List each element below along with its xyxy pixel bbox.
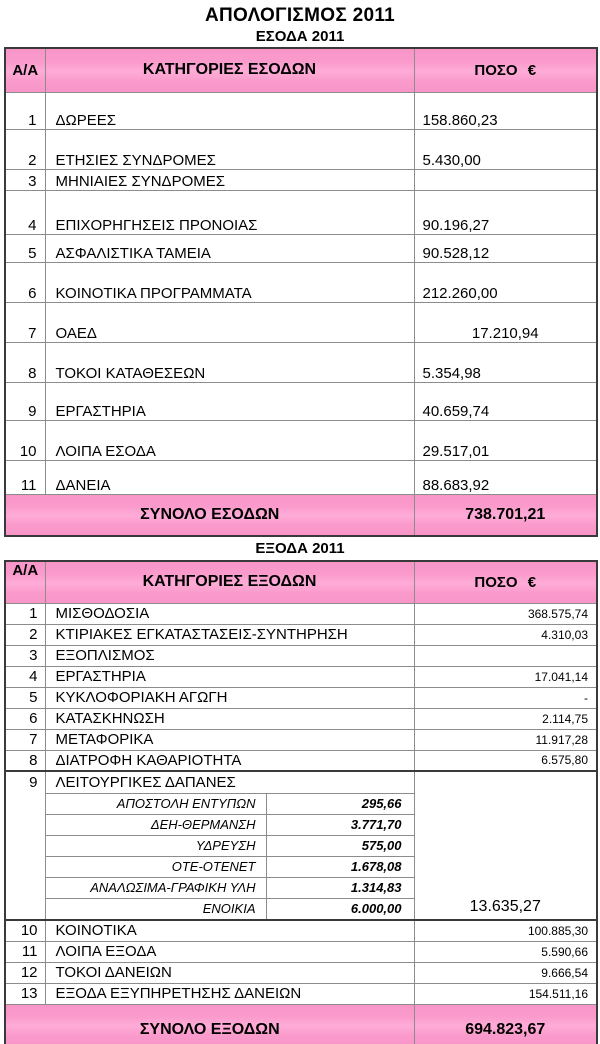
row-category: ΕΞΟΔΑ ΕΞΥΠΗΡΕΤΗΣΗΣ ΔΑΝΕΙΩΝ bbox=[45, 983, 414, 1004]
row-amount: 5.430,00 bbox=[414, 129, 597, 169]
row-amount bbox=[414, 169, 597, 190]
sub-item-label: ΔΕΗ-ΘΕΡΜΑΝΣΗ bbox=[45, 814, 266, 835]
row-amount: 100.885,30 bbox=[414, 920, 597, 941]
income-table bbox=[4, 47, 598, 537]
income-header-category: ΚΑΤΗΓΟΡΙΕΣ ΕΣΟΔΩΝ bbox=[45, 48, 414, 92]
expenses-header-category: ΚΑΤΗΓΟΡΙΕΣ ΕΞΟΔΩΝ bbox=[45, 561, 414, 603]
row-amount: 90.196,27 bbox=[414, 190, 597, 234]
expenses-header-amount: ΠΟΣΟ € bbox=[414, 561, 597, 603]
row-amount: 158.860,23 bbox=[414, 92, 597, 129]
expenses-header-num: Α/Α bbox=[5, 561, 45, 603]
row-amount: 212.260,00 bbox=[414, 262, 597, 302]
row-number: 1 bbox=[5, 603, 45, 624]
row-category: ΔΙΑΤΡΟΦΗ ΚΑΘΑΡΙΟΤΗΤΑ bbox=[45, 750, 414, 771]
row-category: ΚΤΙΡΙΑΚΕΣ ΕΓΚΑΤΑΣΤΑΣΕΙΣ-ΣΥΝΤΗΡΗΣΗ bbox=[45, 624, 414, 645]
sub-item-label: ΟΤΕ-ΟΤΕΝΕΤ bbox=[45, 856, 266, 877]
table-row bbox=[5, 687, 597, 708]
row-number: 12 bbox=[5, 962, 45, 983]
sub-item-value: 1.314,83 bbox=[266, 877, 414, 898]
income-header-row bbox=[5, 48, 597, 92]
table-row bbox=[5, 460, 597, 494]
table-row bbox=[5, 190, 597, 234]
row-category: ΕΠΙΧΟΡΗΓΗΣΕΙΣ ΠΡΟΝΟΙΑΣ bbox=[45, 190, 414, 234]
table-row bbox=[5, 941, 597, 962]
sub-item-value: 295,66 bbox=[266, 793, 414, 814]
table-row bbox=[5, 342, 597, 382]
income-header-amount: ΠΟΣΟ € bbox=[414, 48, 597, 92]
table-row bbox=[5, 129, 597, 169]
row-number: 3 bbox=[5, 645, 45, 666]
income-total-row bbox=[5, 494, 597, 536]
row-amount: - bbox=[414, 687, 597, 708]
row-number: 13 bbox=[5, 983, 45, 1004]
sub-item-value: 1.678,08 bbox=[266, 856, 414, 877]
row-category: ΚΥΚΛΟΦΟΡΙΑΚΗ ΑΓΩΓΗ bbox=[45, 687, 414, 708]
expenses-total-label: ΣΥΝΟΛΟ ΕΞΟΔΩΝ bbox=[5, 1004, 414, 1044]
row-amount: 5.354,98 bbox=[414, 342, 597, 382]
table-row bbox=[5, 983, 597, 1004]
page-title: ΑΠΟΛΟΓΙΣΜΟΣ 2011 bbox=[204, 5, 396, 26]
row-amount: 154.511,16 bbox=[414, 983, 597, 1004]
expense-section-title: ΕΞΟΔΑ 2011 bbox=[255, 540, 345, 557]
table-row bbox=[5, 603, 597, 624]
table-row bbox=[5, 302, 597, 342]
row-amount: 5.590,66 bbox=[414, 941, 597, 962]
row-number: 10 bbox=[5, 420, 45, 460]
table-row bbox=[5, 708, 597, 729]
row-amount bbox=[414, 645, 597, 666]
row-category: ΚΟΙΝΟΤΙΚΑ ΠΡΟΓΡΑΜΜΑΤΑ bbox=[45, 262, 414, 302]
row-number: 7 bbox=[5, 729, 45, 750]
row-amount: 17.210,94 bbox=[414, 302, 597, 342]
row-number: 11 bbox=[5, 941, 45, 962]
row-amount: 4.310,03 bbox=[414, 624, 597, 645]
table-row bbox=[5, 382, 597, 420]
table-row bbox=[5, 750, 597, 771]
table-row bbox=[5, 962, 597, 983]
group-row-category: ΛΕΙΤΟΥΡΓΙΚΕΣ ΔΑΠΑΝΕΣ bbox=[45, 771, 414, 793]
row-number: 5 bbox=[5, 687, 45, 708]
row-category: ΟΑΕΔ bbox=[45, 302, 414, 342]
row-category: ΕΞΟΠΛΙΣΜΟΣ bbox=[45, 645, 414, 666]
table-row bbox=[5, 666, 597, 687]
row-number: 8 bbox=[5, 750, 45, 771]
row-category: ΜΗΝΙΑΙΕΣ ΣΥΝΔΡΟΜΕΣ bbox=[45, 169, 414, 190]
table-row bbox=[5, 420, 597, 460]
expenses-total-amount: 694.823,67 bbox=[414, 1004, 597, 1044]
sub-item-label: ΑΠΟΣΤΟΛΗ ΕΝΤΥΠΩΝ bbox=[45, 793, 266, 814]
row-category: ΛΟΙΠΑ ΕΣΟΔΑ bbox=[45, 420, 414, 460]
group-row-number: 9 bbox=[5, 771, 45, 920]
row-number: 2 bbox=[5, 624, 45, 645]
row-number: 2 bbox=[5, 129, 45, 169]
row-category: ΛΟΙΠΑ ΕΞΟΔΑ bbox=[45, 941, 414, 962]
expenses-table bbox=[4, 560, 598, 1044]
row-amount: 29.517,01 bbox=[414, 420, 597, 460]
row-category: ΚΟΙΝΟΤΙΚΑ bbox=[45, 920, 414, 941]
row-number: 3 bbox=[5, 169, 45, 190]
row-amount: 88.683,92 bbox=[414, 460, 597, 494]
row-number: 9 bbox=[5, 382, 45, 420]
sub-item-label: ΥΔΡΕΥΣΗ bbox=[45, 835, 266, 856]
sub-item-value: 575,00 bbox=[266, 835, 414, 856]
row-category: ΔΑΝΕΙΑ bbox=[45, 460, 414, 494]
table-row bbox=[5, 234, 597, 262]
row-number: 11 bbox=[5, 460, 45, 494]
row-category: ΕΡΓΑΣΤΗΡΙΑ bbox=[45, 382, 414, 420]
row-category: ΤΟΚΟΙ ΚΑΤΑΘΕΣΕΩΝ bbox=[45, 342, 414, 382]
row-category: ΤΟΚΟΙ ΔΑΝΕΙΩΝ bbox=[45, 962, 414, 983]
row-amount: 40.659,74 bbox=[414, 382, 597, 420]
row-category: ΜΙΣΘΟΔΟΣΙΑ bbox=[45, 603, 414, 624]
sub-item-label: ΑΝΑΛΩΣΙΜΑ-ΓΡΑΦΙΚΗ ΥΛΗ bbox=[45, 877, 266, 898]
row-number: 1 bbox=[5, 92, 45, 129]
row-number: 7 bbox=[5, 302, 45, 342]
row-amount: 11.917,28 bbox=[414, 729, 597, 750]
table-row bbox=[5, 169, 597, 190]
income-header-num: Α/Α bbox=[5, 48, 45, 92]
group-row bbox=[5, 771, 597, 793]
row-amount: 368.575,74 bbox=[414, 603, 597, 624]
sub-item-label: ΕΝΟΙΚΙΑ bbox=[45, 898, 266, 920]
sub-item-value: 3.771,70 bbox=[266, 814, 414, 835]
row-number: 4 bbox=[5, 190, 45, 234]
table-row bbox=[5, 645, 597, 666]
row-number: 10 bbox=[5, 920, 45, 941]
table-row bbox=[5, 624, 597, 645]
row-amount: 90.528,12 bbox=[414, 234, 597, 262]
row-number: 5 bbox=[5, 234, 45, 262]
row-amount: 9.666,54 bbox=[414, 962, 597, 983]
row-amount: 2.114,75 bbox=[414, 708, 597, 729]
expenses-header-row bbox=[5, 561, 597, 603]
row-number: 4 bbox=[5, 666, 45, 687]
row-category: ΔΩΡΕΕΣ bbox=[45, 92, 414, 129]
table-row bbox=[5, 92, 597, 129]
table-row bbox=[5, 729, 597, 750]
row-category: ΑΣΦΑΛΙΣΤΙΚΑ ΤΑΜΕΙΑ bbox=[45, 234, 414, 262]
expenses-total-row bbox=[5, 1004, 597, 1044]
sub-item-value: 6.000,00 bbox=[266, 898, 414, 920]
income-section-title: ΕΣΟΔΑ 2011 bbox=[255, 28, 345, 45]
group-subtotal-amount: 13.635,27 bbox=[414, 771, 597, 920]
table-row bbox=[5, 262, 597, 302]
row-category: ΜΕΤΑΦΟΡΙΚΑ bbox=[45, 729, 414, 750]
income-total-amount: 738.701,21 bbox=[414, 494, 597, 536]
row-number: 8 bbox=[5, 342, 45, 382]
row-category: ΕΤΗΣΙΕΣ ΣΥΝΔΡΟΜΕΣ bbox=[45, 129, 414, 169]
row-amount: 17.041,14 bbox=[414, 666, 597, 687]
row-category: ΚΑΤΑΣΚΗΝΩΣΗ bbox=[45, 708, 414, 729]
row-amount: 6.575,80 bbox=[414, 750, 597, 771]
row-category: ΕΡΓΑΣΤΗΡΙΑ bbox=[45, 666, 414, 687]
row-number: 6 bbox=[5, 262, 45, 302]
income-total-label: ΣΥΝΟΛΟ ΕΣΟΔΩΝ bbox=[5, 494, 414, 536]
row-number: 6 bbox=[5, 708, 45, 729]
table-row bbox=[5, 920, 597, 941]
